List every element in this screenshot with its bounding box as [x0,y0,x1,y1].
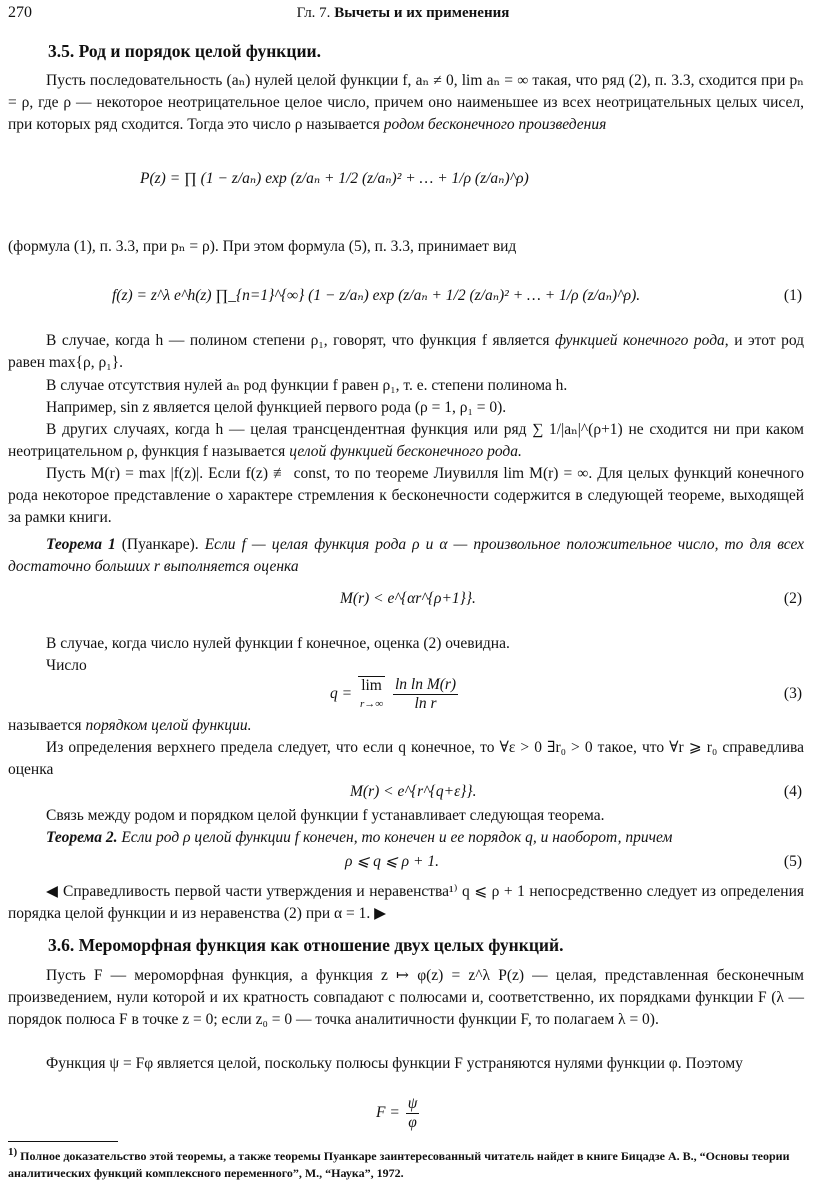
term-order: порядком целой функции. [85,717,252,734]
section-3-5-paragraph-12: Связь между родом и порядком целой функции f устанавливает следующая теорема. [46,807,605,824]
chapter-label: Гл. 7. [296,5,331,21]
equation-4: M(r) < e^{r^{q+ε}}. [350,783,477,800]
section-3-5-paragraph-2: (формула (1), п. 3.3, при pₙ = ρ). При этом формула (5), п. 3.3, принимает вид [8,238,517,255]
equation-3-lhs: q = [330,685,353,703]
proof-paragraph: ◀ Справедливость первой части утверждения и неравенства¹⁾ q ⩽ ρ + 1 непосредственно следует из определения порядка целой функции и из неравенства (2) при α = 1. ▶ [8,883,804,922]
p3-a: В случае, когда h — полином степени ρ₁, говорят, что функция f является [46,332,550,349]
section-3-5-paragraph-5: Например, sin z является целой функцией первого рода (ρ = 1, ρ₁ = 0). [46,399,507,416]
term-finite-genus: функцией конечного рода [555,332,725,349]
section-3-5-title: 3.5. Род и порядок целой функции. [48,41,321,61]
equation-P [140,168,529,190]
equation-F-numerator: ψ [407,1095,418,1112]
section-3-6-paragraph-1: Пусть F — мероморфная функция, а функция z ↦ φ(z) = z^λ P(z) — целая, представленная бесконечным произведением, нули которой и их кратность совпадают с полюсами и, соответственно, их порядками функции F (λ — порядок полюса F в точке z = 0; если z₀ = 0 — точка аналитичности функции F, то полагаем λ = 0). [8,967,804,1028]
equation-5: ρ ⩽ q ⩽ ρ + 1. [345,853,439,870]
equation-2-number: (2) [783,590,802,607]
section-3-5-paragraph-10 [8,715,804,737]
footnote-text: Полное доказательство этой теоремы, а также теоремы Пуанкаре заинтересованный читатель найдет в книге Бицадзе А. В., “Основы теории аналитических функций комплексного переменного”, М., “Наука”, 1972. [8,1149,790,1180]
p6-a: В других случаях, когда h — целая трансцендентная функция или ряд ∑ 1/|aₙ|^(ρ+1) не сходится ни при каком неотрицательном ρ, функция f называется [8,421,804,460]
section-3-5-paragraph-9: Число [46,657,87,674]
p1-line1: Пусть последовательность (aₙ) нулей целой функции f, aₙ ≠ 0, lim aₙ = ∞ такая, что [46,72,598,89]
equation-F-lhs: F = [376,1104,400,1122]
p3-b: , и этот род равен max{ρ, ρ₁}. [8,332,805,371]
equation-P-text: P(z) = ∏ (1 − z/aₙ) exp (z/aₙ + 1/2 (z/aₙ)² + … + 1/ρ (z/aₙ)^ρ) [140,170,529,187]
section-3-5-paragraph-7: Пусть M(r) = max |f(z)|. Если f(z) ≢ const, то по теореме Лиувилля lim M(r) = ∞. Для целых функций конечного рода некоторое представление о характере стремления к бесконечности содержится в следующей теореме, выходящей за рамки книги. [8,465,804,526]
equation-3-numerator: ln ln M(r) [394,676,457,693]
equation-3-fraction [393,676,458,713]
equation-3-number: (3) [783,685,802,702]
equation-F-denominator: φ [408,1114,417,1131]
equation-1-number: (1) [783,287,802,304]
theorem-2-text: Если род ρ целой функции f конечен, то конечен и ее порядок q, и наоборот, причем [121,829,673,846]
theorem-2-label: Теорема 2. [46,829,118,846]
section-3-5-paragraph-3 [8,330,804,374]
page-header [8,2,798,24]
page-number: 270 [8,4,32,21]
term-genus-product: родом бесконечного произведения [383,116,607,133]
p10-a: называется [8,717,82,734]
equation-3-lim: lim [358,676,385,695]
running-head [8,2,798,24]
section-3-6-title: 3.6. Мероморфная функция как отношение двух целых функций. [48,935,564,955]
theorem-2 [8,827,804,849]
theorem-1-name: (Пуанкаре). [121,536,199,553]
theorem-1-text: Если f — целая функция рода ρ и α — произвольное положительное число, то для всех достаточно больших r выполняется оценка [8,536,805,575]
section-3-5-paragraph-11: Из определения верхнего предела следует, что если q конечное, то ∀ε > 0 ∃r₀ > 0 такое, что ∀r ⩾ r₀ справедлива оценка [8,739,804,778]
term-infinite-genus: целой функцией бесконечного рода. [289,443,522,460]
equation-2: M(r) < e^{αr^{ρ+1}}. [340,590,476,607]
section-3-6-paragraph-2: Функция ψ = Fφ является целой, поскольку полюсы функции F устраняются нулями функции φ. Поэтому [46,1055,743,1072]
equation-3-limsup [358,676,385,713]
theorem-1 [8,534,804,578]
chapter-title: Вычеты и их применения [334,5,510,21]
p1-rest: ряд (2), п. 3.3, сходится при pₙ = ρ, где ρ — некоторое неотрицательное целое число, причем оно наименьшее из всех неотрицательных целых чисел, при которых ряд сходится. Тогда это число ρ называется [8,72,804,133]
equation-F [376,1095,421,1132]
section-3-5-paragraph-4: В случае отсутствия нулей aₙ род функции f равен ρ₁, т. е. степени полинома h. [46,377,568,394]
equation-F-fraction [406,1095,420,1132]
equation-3-denominator: ln r [414,695,437,712]
footnote-mark: 1) [8,1146,18,1158]
equation-3-lim-sub: r→∞ [359,698,384,710]
section-3-5-paragraph-6 [8,419,804,463]
equation-1-text: f(z) = z^λ e^h(z) ∏_{n=1}^{∞} (1 − z/aₙ) exp (z/aₙ + 1/2 (z/aₙ)² + … + 1/ρ (z/aₙ)^ρ). [112,287,641,304]
section-3-5-paragraph-1 [8,70,804,136]
footnote-rule [8,1141,118,1142]
section-3-5-paragraph-8: В случае, когда число нулей функции f конечное, оценка (2) очевидна. [46,635,510,652]
equation-1 [112,285,640,307]
equation-3 [330,676,460,713]
equation-4-number: (4) [783,783,802,800]
equation-5-number: (5) [783,853,802,870]
theorem-1-label: Теорема 1 [46,536,116,553]
footnote [8,1144,804,1182]
